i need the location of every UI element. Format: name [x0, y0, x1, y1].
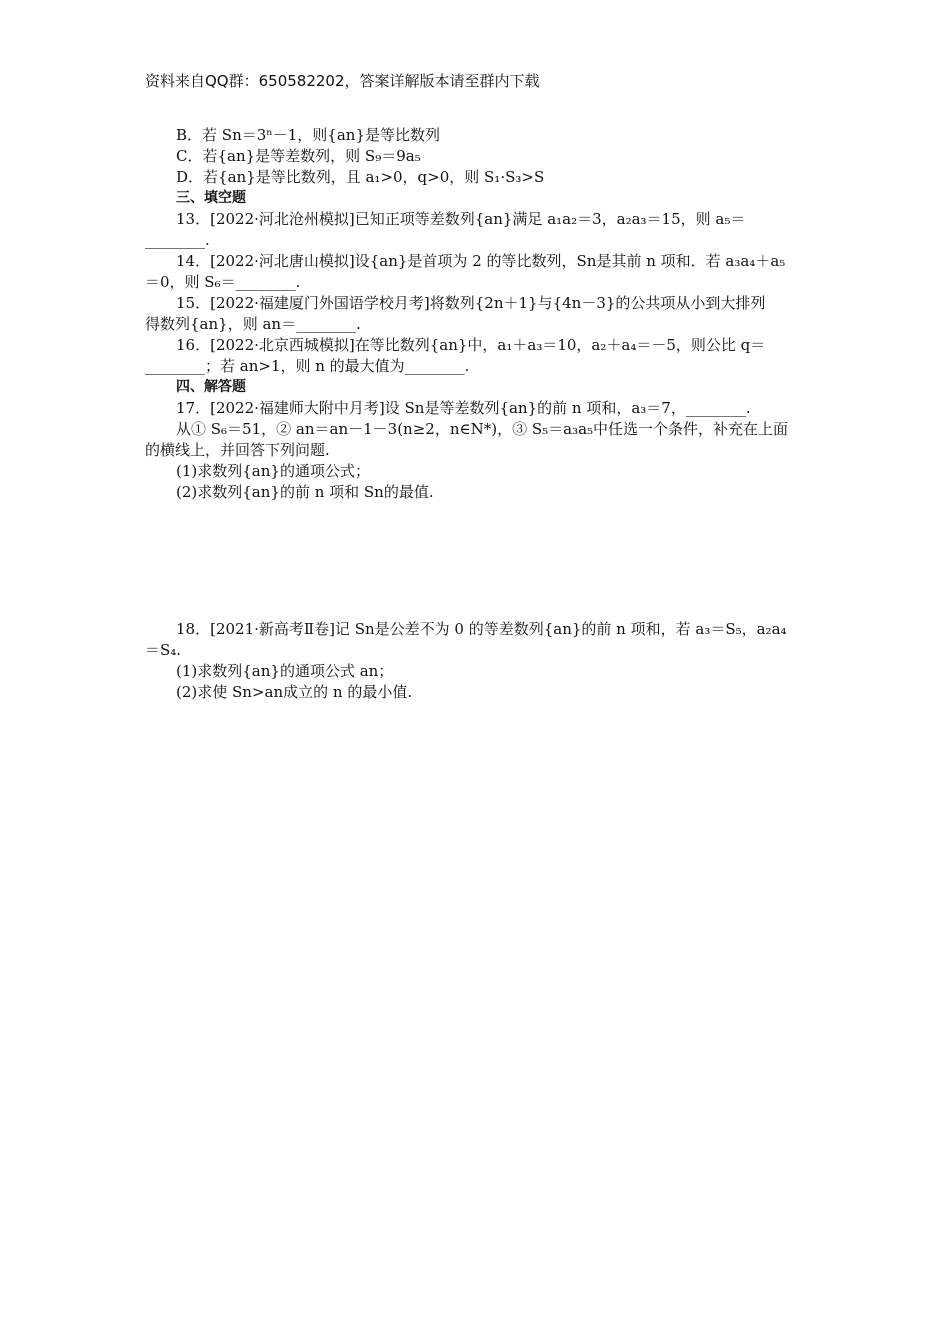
option-c: C．若{an}是等差数列，则 S₉＝9a₅: [176, 147, 421, 165]
question-17-part-1: (1)求数列{an}的通项公式；: [176, 462, 370, 480]
section-heading-answers: 四、解答题: [176, 379, 246, 395]
question-16-cont: ________；若 an>1，则 n 的最大值为________.: [145, 357, 470, 375]
question-18-part-1: (1)求数列{an}的通项公式 an；: [176, 662, 394, 680]
section-heading-fill-in: 三、填空题: [176, 190, 246, 206]
question-13-cont: ________.: [145, 231, 210, 249]
question-17-conditions: 从① S₆＝51，② an＝an－1－3(n≥2，n∈N*)，③ S₅＝a₃a₅中任选一个条件，补充在上面: [176, 420, 789, 438]
source-header: 资料来自QQ群：650582202，答案详解版本请至群内下载: [145, 72, 540, 90]
question-14-cont: ＝0，则 S₆＝________.: [145, 273, 301, 291]
question-14: 14．[2022·河北唐山模拟]设{an}是首项为 2 的等比数列，Sn是其前 n 项和．若 a₃a₄＋a₅: [176, 252, 786, 270]
option-d: D．若{an}是等比数列，且 a₁>0，q>0，则 S₁·S₃>S: [176, 168, 545, 186]
question-17: 17．[2022·福建师大附中月考]设 Sn是等差数列{an}的前 n 项和，a₃＝7，________.: [176, 399, 751, 417]
question-18-part-2: (2)求使 Sn>an成立的 n 的最小值.: [176, 683, 413, 701]
question-16: 16．[2022·北京西城模拟]在等比数列{an}中，a₁＋a₃＝10，a₂＋a₄＝－5，则公比 q＝: [176, 336, 766, 354]
question-18-cont: ＝S₄.: [145, 641, 182, 659]
question-17-cont: 的横线上，并回答下列问题.: [145, 441, 330, 459]
question-17-part-2: (2)求数列{an}的前 n 项和 Sn的最值.: [176, 483, 434, 501]
question-18: 18．[2021·新高考Ⅱ卷]记 Sn是公差不为 0 的等差数列{an}的前 n 项和，若 a₃＝S₅，a₂a₄: [176, 620, 787, 638]
question-15: 15．[2022·福建厦门外国语学校月考]将数列{2n＋1}与{4n－3}的公共项从小到大排列: [176, 294, 766, 312]
question-13: 13．[2022·河北沧州模拟]已知正项等差数列{an}满足 a₁a₂＝3，a₂a₃＝15，则 a₅＝: [176, 210, 746, 228]
option-b: B．若 Sn＝3ⁿ－1，则{an}是等比数列: [176, 126, 440, 144]
question-15-cont: 得数列{an}，则 an＝________.: [145, 315, 361, 333]
